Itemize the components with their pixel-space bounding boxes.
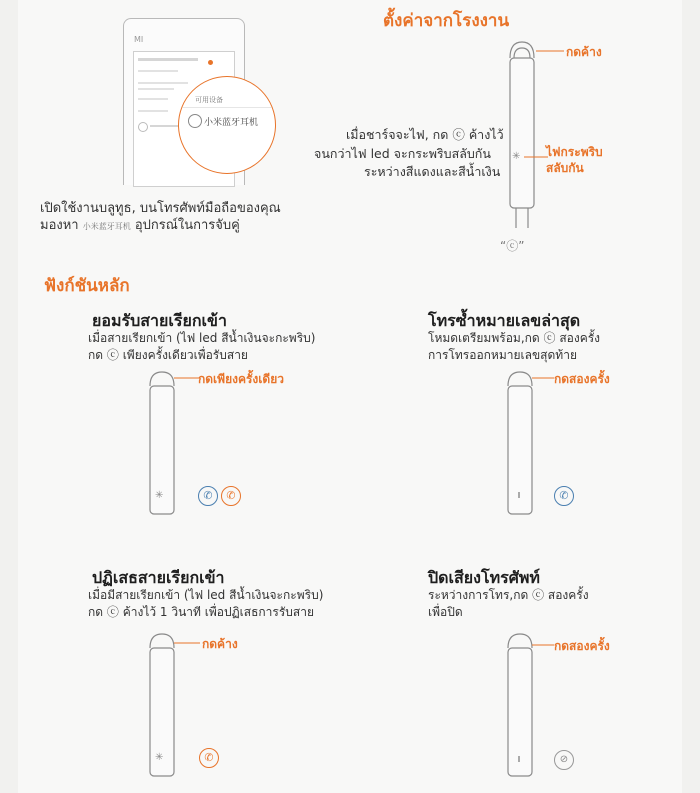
popup-device-name: 小米蓝牙耳机 xyxy=(204,118,259,128)
pairing-device: 小米蓝牙耳机 xyxy=(82,222,131,231)
factory-instruction-2: จนกว่าไฟ led จะกระพริบสลับกัน xyxy=(314,146,491,161)
phone-incoming-icon: ✆ xyxy=(221,486,241,506)
device-popup-circle xyxy=(178,76,276,174)
popup-header: 可用设备 xyxy=(195,96,223,104)
mute-earpiece xyxy=(504,630,544,780)
led-flash-icon: ✳ xyxy=(512,151,521,162)
redial-callout: กดสองครั้ง xyxy=(554,372,610,386)
answer-callout: กดเพียงครั้งเดียว xyxy=(198,372,284,386)
factory-earpiece-illustration xyxy=(500,38,560,238)
pairing-prefix: มองหา xyxy=(40,218,79,233)
answer-led-icon: ✳ xyxy=(155,490,164,501)
factory-instruction-3: ระหว่างสีแดงและสีน้ำเงิน xyxy=(364,164,501,179)
answer-line-2: กด ⓒ เพียงครั้งเดียวเพื่อรับสาย xyxy=(88,348,248,362)
phone-brand: MI xyxy=(134,35,144,44)
phone-answer-icon: ✆ xyxy=(198,486,218,506)
reject-callout: กดค้าง xyxy=(202,637,238,651)
mute-led-mark xyxy=(518,756,520,762)
manual-page xyxy=(18,0,682,793)
redial-line-2: การโทรออกหมายเลขสุดท้าย xyxy=(428,348,577,362)
device-icon xyxy=(188,114,202,128)
reject-earpiece xyxy=(146,630,186,780)
answer-earpiece xyxy=(146,368,186,518)
redial-led-mark xyxy=(518,492,520,498)
reject-led-icon: ✳ xyxy=(155,752,164,763)
redial-earpiece xyxy=(504,368,544,518)
redial-phone-icon: ✆ xyxy=(554,486,574,506)
factory-instruction-1: เมื่อชาร์จจะไฟ, กด ⓒ ค้างไว้ xyxy=(346,127,504,142)
redial-line-1: โหมดเตรียมพร้อม,กด ⓒ สองครั้ง xyxy=(428,331,601,345)
redial-title: โทรซ้ำหมายเลขล่าสุด xyxy=(428,311,581,330)
reject-phone-icon: ✆ xyxy=(199,748,219,768)
mute-callout: กดสองครั้ง xyxy=(554,639,610,653)
pairing-instruction-1: เปิดใช้งานบลูทูธ, บนโทรศัพท์มือถือของคุณ xyxy=(40,201,281,216)
reject-line-2: กด ⓒ ค้างไว้ 1 วินาที เพื่อปฏิเสธการรับสาย xyxy=(88,605,315,619)
factory-callout-line xyxy=(536,49,566,53)
pairing-suffix: อุปกรณ์ในการจับคู่ xyxy=(134,218,240,233)
flash-label-1: ไฟกระพริบ xyxy=(546,145,603,159)
mute-line-1: ระหว่างการโทร,กด ⓒ สองครั้ง xyxy=(428,588,589,602)
answer-title: ยอมรับสายเรียกเข้า xyxy=(92,311,227,330)
factory-button-caption: “ⓒ” xyxy=(500,239,525,253)
pairing-instruction-2 xyxy=(40,217,240,235)
flash-label-2: สลับกัน xyxy=(546,161,584,175)
mute-line-2: เพื่อปิด xyxy=(428,605,463,619)
mute-title: ปิดเสียงโทรศัพท์ xyxy=(428,568,540,587)
answer-line-1: เมื่อสายเรียกเข้า (ไฟ led สีน้ำเงินจะกะพริบ) xyxy=(88,331,316,345)
reject-callout-line xyxy=(174,641,204,645)
reject-line-1: เมื่อมีสายเรียกเข้า (ไฟ led สีน้ำเงินจะกะพริบ) xyxy=(88,588,324,602)
main-functions-title: ฟังก์ชันหลัก xyxy=(44,276,130,296)
mute-mic-icon: ⊘ xyxy=(554,750,574,770)
reject-title: ปฏิเสธสายเรียกเข้า xyxy=(92,568,225,587)
factory-title: ตั้งค่าจากโรงงาน xyxy=(383,11,510,31)
factory-press-hold: กดค้าง xyxy=(566,45,602,59)
